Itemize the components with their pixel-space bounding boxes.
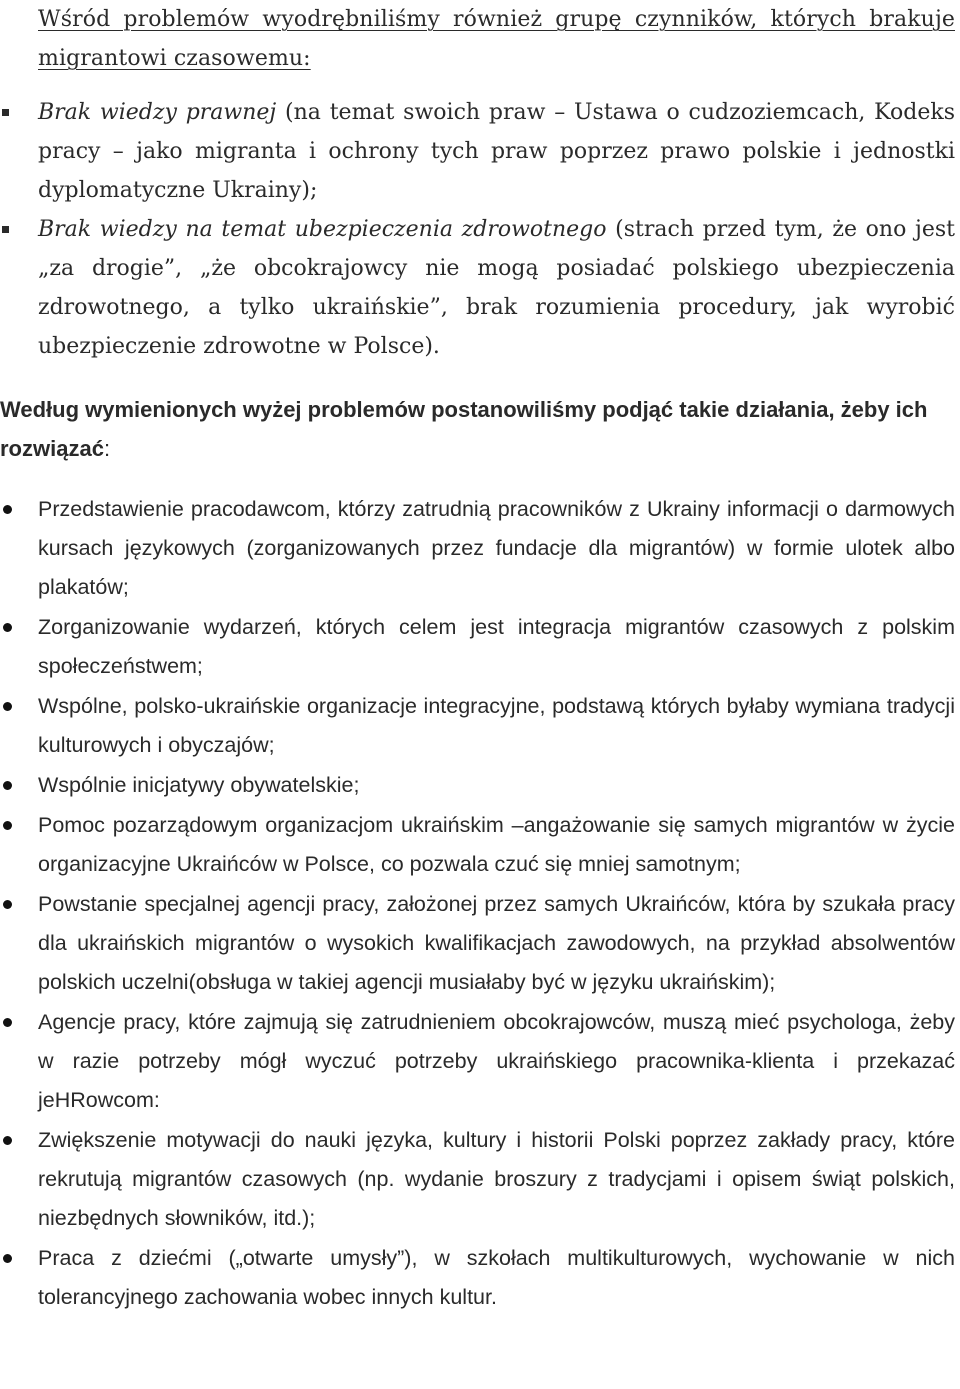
square-bullet-icon — [2, 226, 9, 233]
list-item — [0, 1003, 955, 1120]
round-bullet-icon — [3, 623, 12, 632]
actions-heading — [0, 390, 955, 468]
square-bullet-icon — [2, 109, 9, 116]
round-bullet-icon — [3, 1254, 12, 1263]
list-item — [0, 1239, 955, 1317]
round-bullet-icon — [3, 781, 12, 790]
list-item-text: Agencje pracy, które zajmują się zatrudnieniem obcokrajowców, muszą mieć psychologa, żeby w razie potrzeby mógł wyczuć potrzeby ukraińskiego pracownika-klienta i przekazać jeHRowcom: — [38, 1010, 955, 1112]
round-bullet-icon — [3, 900, 12, 909]
list-item — [0, 1121, 955, 1238]
actions-heading-colon: : — [103, 436, 111, 461]
list-item — [0, 608, 955, 686]
list-item-text: Praca z dziećmi („otwarte umysły”), w szkołach multikulturowych, wychowanie w nich tolerancyjnego zachowania wobec innych kultur. — [38, 1246, 955, 1309]
intro-paragraph: Wśród problemów wyodrębniliśmy również grupę czynników, których brakuje migrantowi czasowemu: — [38, 7, 955, 71]
list-item-text: Zorganizowanie wydarzeń, których celem jest integracja migrantów czasowych z polskim społeczeństwem; — [38, 615, 955, 678]
list-item-text: Powstanie specjalnej agencji pracy, założonej przez samych Ukraińców, która by szukała pracy dla ukraińskich migrantów o wysokich kwalifikacjach zawodowych, na przykład absolwentów polskich uczelni(obsługa w takiej agencji musiałaby być w języku ukraińskim); — [38, 892, 955, 994]
round-bullet-icon — [3, 505, 12, 514]
list-item-emphasis: Brak wiedzy na temat ubezpieczenia zdrowotnego — [38, 217, 607, 242]
list-item-text: Pomoc pozarządowym organizacjom ukraińskim –angażowanie się samych migrantów w życie organizacyjne Ukraińców w Polsce, co pozwala czuć się mniej samotnym; — [38, 813, 955, 876]
list-item-emphasis: Brak wiedzy prawnej — [38, 100, 277, 125]
round-bullet-icon — [3, 702, 12, 711]
list-item-text: Wspólnie inicjatywy obywatelskie; — [38, 773, 360, 797]
list-item — [0, 766, 955, 805]
list-item-text: Wspólne, polsko-ukraińskie organizacje integracyjne, podstawą których byłaby wymiana tradycji kulturowych i obyczajów; — [38, 694, 955, 757]
list-item — [0, 490, 955, 607]
list-item-text: Przedstawienie pracodawcom, którzy zatrudnią pracowników z Ukrainy informacji o darmowych kursach językowych (zorganizowanych przez fundacje dla migrantów) w formie ulotek albo plakatów; — [38, 497, 955, 599]
list-item — [0, 885, 955, 1002]
missing-factors-list — [0, 93, 955, 366]
round-bullet-icon — [3, 821, 12, 830]
list-item — [0, 687, 955, 765]
list-item-text: (strach przed tym, że ono jest „za drogie”, „że obcokrajowcy nie mogą posiadać polskiego ubezpieczenia zdrowotnego, a tylko ukraińskie”, brak rozumienia procedury, jak wyrobić ubezpieczenie zdrowotne w Polsce). — [38, 217, 955, 359]
list-item-text: (na temat swoich praw – Ustawa o cudzoziemcach, Kodeks pracy – jako migranta i ochrony tych praw poprzez prawo polskie i jednostki dyplomatyczne Ukrainy); — [38, 100, 955, 203]
actions-list — [0, 490, 955, 1317]
actions-heading-text: Według wymienionych wyżej problemów postanowiliśmy podjąć takie działania, żeby ich rozwiązać — [0, 397, 928, 461]
list-item — [0, 210, 955, 366]
round-bullet-icon — [3, 1018, 12, 1027]
list-item — [0, 93, 955, 210]
list-item-text: Zwiększenie motywacji do nauki języka, kultury i historii Polski poprzez zakłady pracy, które rekrutują migrantów czasowych (np. wydanie broszury z tradycjami i opisem świąt polskich, niezbędnych słowników, itd.); — [38, 1128, 955, 1230]
list-item — [0, 806, 955, 884]
round-bullet-icon — [3, 1136, 12, 1145]
